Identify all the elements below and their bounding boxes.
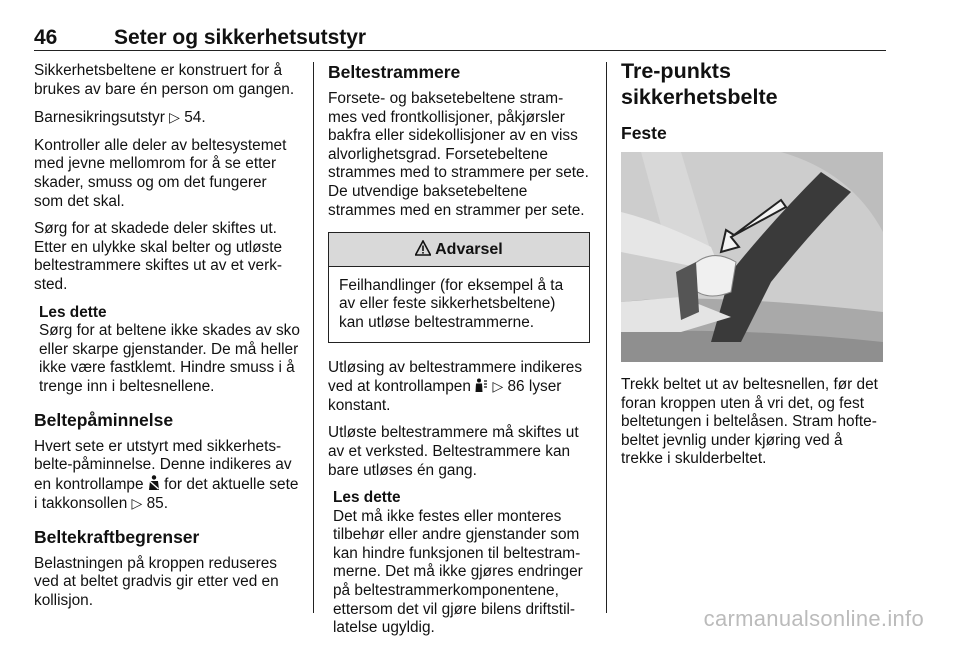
column-1 [34, 62, 300, 620]
page-ref-icon: ▷ [492, 378, 504, 395]
seatbelt-warning-icon [148, 475, 160, 491]
paragraph: Forsete- og baksetebeltene stram-mes ved frontkollisjoner, påkjørsler bakfra eller sidekollisjoner av en viss alvorlighetsgrad. Forsetebeltene strammes med to strammere per sete. De utvendige baksetebeltene strammes med en strammer per sete. [328, 90, 589, 219]
paragraph: Barnesikringsutstyr ▷ 54. [34, 109, 206, 127]
note-text: Sørg for at beltene ikke skades av sko eller skarpe gjenstander. De må heller ikke være fastklemt. Hindre smuss i å trenge inn i beltesnellene. [39, 322, 300, 395]
warning-text: Feilhandlinger (for eksempel å ta av eller feste sikkerhetsbeltene) kan utløse beltestrammerne. [339, 276, 564, 331]
page-header [34, 26, 886, 51]
column-2 [328, 62, 590, 647]
sub-heading: Feste [621, 123, 667, 143]
page-ref-icon: ▷ [131, 495, 143, 512]
section-title: Tre-punkts sikkerhetsbelte [621, 59, 778, 109]
warning-title: Advarsel [435, 241, 503, 259]
paragraph: Belastningen på kroppen reduseres ved at beltet gradvis gir etter ved en kollisjon. [34, 554, 279, 610]
warning-box [328, 232, 590, 342]
column-3 [621, 59, 887, 478]
column-divider [313, 62, 314, 613]
note-box [333, 489, 590, 638]
paragraph: Hvert sete er utstyrt med sikkerhets-belte-påminnelse. Denne indikeres av en kontrollampe for det aktuelle sete i takkonsollen ▷ 85. [34, 437, 299, 513]
page-number: 46 [34, 26, 58, 49]
note-box [39, 304, 300, 397]
warning-header [329, 233, 589, 267]
paragraph: Utløste beltestrammere må skiftes ut av et verksted. Beltestrammere kan bare utløses én gang. [328, 424, 579, 479]
section-heading: Beltepåminnelse [34, 409, 174, 430]
paragraph: Kontroller alle deler av beltesystemet med jevne mellomrom for å se etter skader, smuss og om det fungerer som det skal. [34, 136, 287, 210]
paragraph: Sørg for at skadede deler skiftes ut. Etter en ulykke skal belter og utløste beltestrammere skiftes ut av et verk-sted. [34, 220, 283, 293]
note-text: Det må ikke festes eller monteres tilbehør eller andre gjenstander som kan hindre funksjonen til beltestram-merne. Det må ikke gjøres endringer på beltestrammerkomponentene, ettersom det vil gjøre bilens driftstil-latelse ugyldig. [333, 507, 583, 637]
page-reference-link[interactable]: 54. [184, 109, 206, 127]
warning-triangle-icon [415, 240, 431, 256]
page-reference-link[interactable]: 85. [146, 495, 169, 513]
paragraph: Sikkerhetsbeltene er konstruert for å brukes av bare én person om gangen. [34, 62, 295, 98]
seatbelt-fastening-image [621, 152, 883, 362]
watermark: carmanualsonline.info [703, 606, 924, 631]
note-title: Les dette [39, 303, 107, 321]
section-heading: Beltekraftbegrenser [34, 526, 200, 547]
paragraph: Trekk beltet ut av beltesnellen, før det foran kroppen uten å vri det, og fest beltetungen i beltelåsen. Stram hofte-beltet jevnlig under kjøring ved å trekke i skulderbeltet. [621, 376, 878, 468]
page-ref-icon: ▷ [169, 109, 180, 126]
column-divider [606, 62, 607, 613]
pretensioner-warning-icon [475, 378, 488, 393]
note-title: Les dette [333, 489, 401, 507]
page-reference-link[interactable]: 86 lyser [507, 378, 562, 396]
seatbelt-illustration [621, 152, 883, 362]
page-title: Seter og sikkerhetsutstyr [114, 26, 367, 49]
section-heading: Beltestrammere [328, 62, 461, 82]
paragraph: Utløsing av beltestrammere indikeres ved at kontrollampen ▷ 86 lyser konstant. [328, 358, 583, 414]
